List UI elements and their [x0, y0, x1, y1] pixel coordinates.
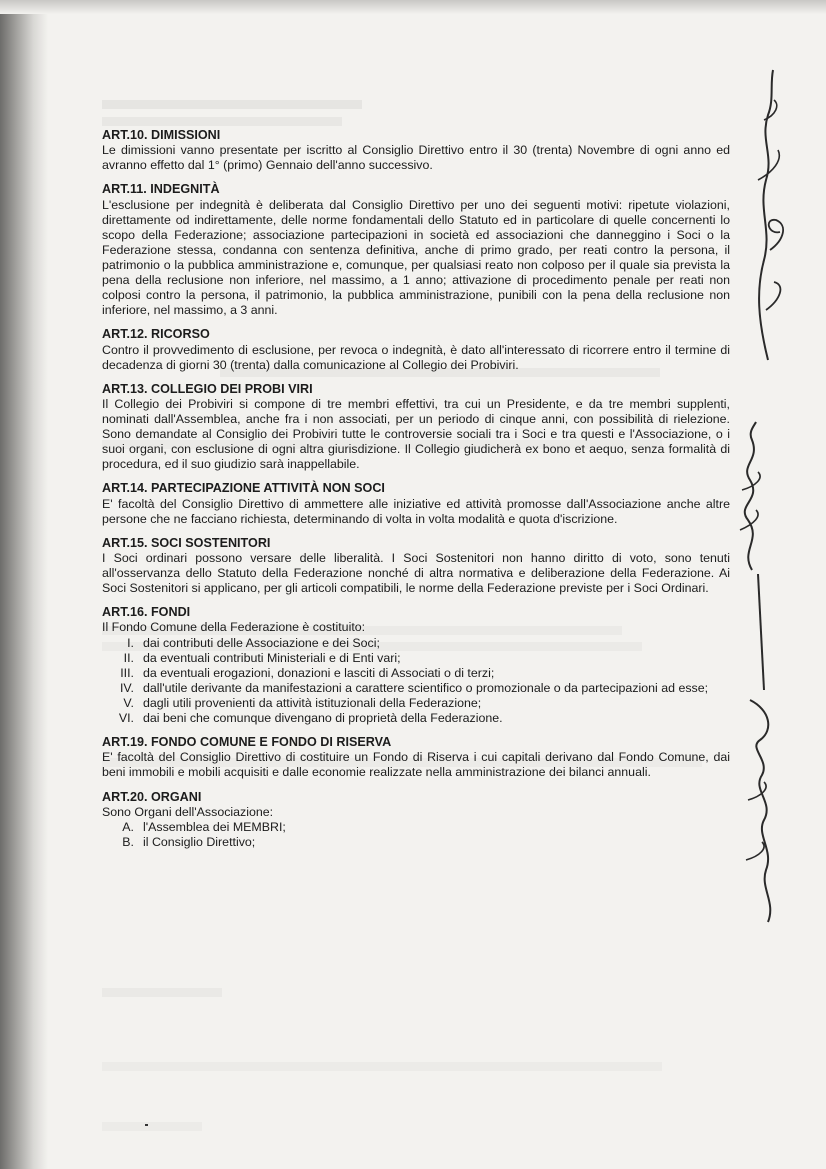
article-text: I Soci ordinari possono versare delle liberalità. I Soci Sostenitori non hanno diritto di voto, sono tenuti all'osservanza dello Statuto della Federazione nonché di altra normativa e deliberazione della Federazione. Ai Soci Sostenitori si applicano, per gli articoli compatibili, le norme della Federazione previste per i Soci Ordinari.: [102, 551, 730, 596]
article-text: E' facoltà del Consiglio Direttivo di costituire un Fondo di Riserva i cui capitali derivano dal Fondo Comune, dai beni immobili e mobili acquisiti e dalle economie realizzate nella amministrazione dei bilanci annuali.: [102, 750, 730, 780]
list-marker: III.: [120, 665, 134, 680]
signature-3: [730, 570, 800, 930]
signature-1: [728, 60, 818, 380]
article-13: [102, 382, 730, 473]
list-item: [102, 666, 730, 681]
statute-page: [102, 128, 730, 859]
list-item: [102, 835, 730, 850]
article-16: [102, 605, 730, 726]
organs-list: [102, 820, 730, 850]
list-item: [102, 651, 730, 666]
scan-top-shadow: [0, 0, 826, 14]
article-title: ART.20. ORGANI: [102, 789, 202, 804]
list-item: [102, 711, 730, 726]
article-11: [102, 182, 730, 318]
article-text: Contro il provvedimento di esclusione, per revoca o indegnità, è dato all'interessato di ricorrere entro il termine di decadenza di giorni 30 (trenta) dalla comunicazione al Collegio dei Probiviri.: [102, 342, 730, 372]
list-marker: VI.: [118, 711, 134, 726]
article-title: ART.14. PARTECIPAZIONE ATTIVITÀ NON SOCI: [102, 481, 385, 496]
article-title: ART.12. RICORSO: [102, 327, 210, 342]
list-text: da eventuali contributi Ministeriali e di Enti vari;: [143, 650, 401, 665]
list-text: il Consiglio Direttivo;: [143, 834, 256, 849]
list-text: da eventuali erogazioni, donazioni e lasciti di Associati o di terzi;: [143, 665, 495, 680]
article-19: [102, 735, 730, 780]
list-text: l'Assemblea dei MEMBRI;: [143, 819, 286, 834]
list-text: dagli utili provenienti da attività istituzionali della Federazione;: [143, 695, 482, 710]
article-text: Sono Organi dell'Associazione:: [102, 804, 274, 819]
article-10: [102, 128, 730, 173]
article-title: ART.16. FONDI: [102, 605, 191, 620]
list-text: dai beni che comunque divengano di proprietà della Federazione.: [143, 711, 503, 726]
list-item: [102, 820, 730, 835]
scan-edge-shadow: [0, 0, 48, 1169]
list-marker: I.: [127, 635, 134, 650]
list-marker: B.: [122, 834, 134, 849]
article-title: ART.13. COLLEGIO DEI PROBI VIRI: [102, 381, 313, 396]
article-title: ART.19. FONDO COMUNE E FONDO DI RISERVA: [102, 735, 392, 750]
funds-list: [102, 636, 730, 727]
list-item: [102, 636, 730, 651]
article-title: ART.10. DIMISSIONI: [102, 128, 221, 142]
list-item: [102, 681, 730, 696]
ink-speck: [145, 1124, 148, 1126]
list-text: dall'utile derivante da manifestazioni a carattere scientifico o promozionale o da partecipazioni ad esse;: [143, 680, 709, 695]
article-text: E' facoltà del Consiglio Direttivo di ammettere alle iniziative ed attività promosse dall'Associazione anche altre persone che ne facciano richiesta, determinando di volta in volta modalità e quota d'iscrizione.: [102, 496, 730, 526]
article-20: [102, 790, 730, 850]
list-marker: A.: [122, 819, 134, 834]
list-text: dai contributi delle Associazione e dei Soci;: [143, 635, 380, 650]
article-text: Le dimissioni vanno presentate per iscritto al Consiglio Direttivo entro il 30 (trenta) Novembre di ogni anno ed avranno effetto dal 1° (primo) Gennaio dell'anno successivo.: [102, 143, 730, 173]
signature-2: [722, 420, 782, 580]
list-item: [102, 696, 730, 711]
list-marker: IV.: [119, 680, 134, 695]
list-marker: II.: [123, 650, 134, 665]
article-text: L'esclusione per indegnità è deliberata dal Consiglio Direttivo per uno dei seguenti motivi: ripetute violazioni, direttamente od indirettamente, delle norme fondamentali dello Statuto ed in particolare di quelle concernenti lo scopo della Federazione; associazione partecipazioni in società ed associazioni che danneggino i Soci o la Federazione stessa, condanna con sentenza definitiva, anche di primo grado, per reati contro la persona, il patrimonio o la pubblica amministrazione e, comunque, per qualsiasi reato non colposo per il quale sia prevista la pena della reclusione non inferiore, nel massimo, a 1 anno; attivazione di procedimento penale per reati non colposi contro la persona, il patrimonio, la pubblica amministrazione, punibili con la pena della reclusione non inferiore, nel massimo, a 3 anni.: [102, 197, 730, 318]
article-title: ART.15. SOCI SOSTENITORI: [102, 535, 271, 550]
article-text: Il Collegio dei Probiviri si compone di tre membri effettivi, tra cui un Presidente, e da tre membri supplenti, nominati dall'Assemblea, anche fra i non associati, per un periodo di cinque anni, con possibilità di rielezione. Sono demandate al Consiglio dei Probiviri tutte le controversie sociali tra i Soci e tra questi e l'Associazione, o i suoi organi, con esclusione di ogni altra giurisdizione. Il Collegio giudicherà ex bono et aequo, senza formalità di procedura, ed il suo giudizio sarà inappellabile.: [102, 396, 730, 472]
article-15: [102, 536, 730, 596]
article-text: Il Fondo Comune della Federazione è costituito:: [102, 620, 366, 635]
list-marker: V.: [123, 695, 134, 710]
article-title: ART.11. INDEGNITÀ: [102, 182, 220, 197]
article-12: [102, 327, 730, 372]
article-14: [102, 481, 730, 526]
